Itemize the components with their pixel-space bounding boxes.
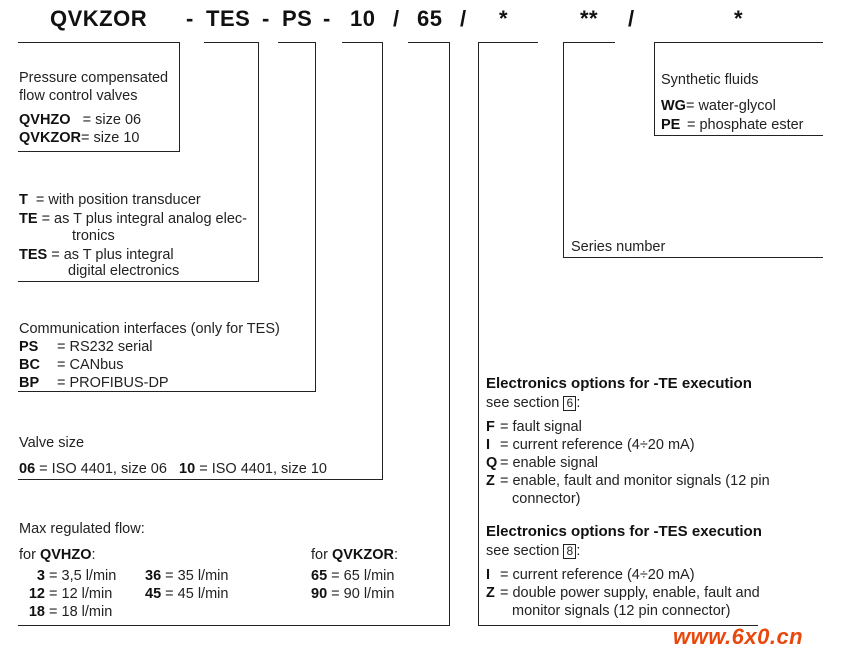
flow-code: 3: [36, 568, 45, 584]
exec-desc: = as T plus integral: [51, 247, 174, 263]
te-option-z-cont: connector): [512, 491, 581, 507]
iface-desc: = PROFIBUS-DP: [57, 375, 169, 391]
see-section-colon: :: [576, 395, 581, 411]
option-code: Z: [486, 473, 495, 489]
size-desc: = ISO 4401, size 06: [39, 461, 167, 477]
iface-line-right: [315, 42, 316, 392]
flow-code: 12: [28, 586, 45, 602]
flow-value: = 18 l/min: [49, 604, 113, 620]
flow-row: [145, 567, 228, 585]
size-title: Valve size: [19, 435, 85, 451]
flow-row: [145, 585, 228, 603]
iface-line-top: [278, 42, 316, 43]
options-line-left: [478, 42, 479, 626]
fluid-line-bottom: [654, 135, 823, 136]
fluid-title: Synthetic fluids: [661, 72, 759, 88]
exec-line-top: [204, 42, 259, 43]
code-interface: PS: [282, 6, 313, 31]
code-size: 10: [350, 6, 376, 31]
flow-code: 45: [145, 586, 162, 602]
flow-row: [19, 567, 116, 585]
iface-code: PS: [19, 339, 39, 355]
size-line-right: [382, 42, 383, 480]
iface-title: Communication interfaces (only for TES): [19, 321, 280, 337]
watermark: www.6x0.cn: [673, 624, 804, 649]
option-code: F: [486, 419, 495, 435]
exec-desc: = with position transducer: [35, 192, 201, 208]
iface-desc: = RS232 serial: [57, 339, 153, 355]
see-section-colon: :: [576, 543, 581, 559]
flow-row: [19, 585, 112, 603]
options-line-top: [478, 42, 538, 43]
flow-value: = 90 l/min: [331, 586, 395, 602]
exec-code: T: [19, 192, 28, 208]
iface-item-bp: [19, 374, 169, 392]
tes-option-z-cont: monitor signals (12 pin connector): [512, 603, 731, 619]
iface-code: BC: [19, 357, 40, 373]
fluid-desc: = phosphate ester: [687, 117, 804, 133]
exec-item-te: [19, 210, 247, 228]
fluid-code: PE: [661, 117, 681, 133]
exec-item-tes-cont: digital electronics: [68, 263, 180, 279]
fluid-desc: = water-glycol: [685, 98, 776, 114]
code-fluid: *: [734, 6, 744, 31]
code-series: **: [580, 6, 599, 31]
iface-desc: = CANbus: [57, 357, 124, 373]
flow-row: [311, 585, 394, 603]
fluid-item-wg: [661, 97, 776, 115]
series-number-label: Series number: [571, 239, 666, 255]
flow-value: = 45 l/min: [165, 586, 229, 602]
option-desc: = enable, fault and monitor signals (12 pin: [500, 473, 770, 489]
size-desc: = ISO 4401, size 10: [199, 461, 327, 477]
flow-line-bottom: [18, 625, 450, 626]
model-code: QVKZOR: [19, 130, 82, 146]
flow-line-right: [449, 42, 450, 626]
te-options-title: Electronics options for -TE execution: [486, 375, 752, 392]
size-code: 10: [179, 461, 196, 477]
option-code: Q: [486, 455, 498, 471]
option-desc: = current reference (4÷20 mA): [500, 437, 695, 453]
code-options: *: [499, 6, 509, 31]
iface-item-ps: [19, 338, 153, 356]
option-desc: = current reference (4÷20 mA): [500, 567, 695, 583]
flow-value: = 3,5 l/min: [49, 568, 117, 584]
flow-qvkzor-label: [311, 546, 398, 564]
tes-options-title: Electronics options for -TES execution: [486, 523, 762, 540]
section-ref: 6: [563, 396, 576, 411]
size-code: 06: [19, 461, 36, 477]
flow-code: 36: [145, 568, 162, 584]
iface-code: BP: [19, 375, 40, 391]
flow-colon: :: [393, 547, 399, 563]
code-dash-3: -: [323, 6, 331, 31]
fluid-code: WG: [661, 98, 686, 114]
size-items: [19, 460, 327, 478]
exec-code: TE: [19, 211, 38, 227]
tes-option-i: [486, 566, 695, 584]
code-model: QVKZOR: [50, 6, 148, 31]
model-box-right: [179, 42, 180, 152]
flow-line-top: [408, 42, 450, 43]
code-slash-3: /: [628, 6, 635, 31]
section-ref: 8: [563, 544, 576, 559]
iface-item-bc: [19, 356, 124, 374]
fluid-line-top: [654, 42, 823, 43]
see-section-text: see section: [486, 543, 560, 559]
option-code: I: [486, 437, 491, 453]
option-desc: = fault signal: [500, 419, 582, 435]
code-slash-1: /: [393, 6, 400, 31]
exec-desc: = as T plus integral analog elec-: [41, 211, 247, 227]
see-section-text: see section: [486, 395, 560, 411]
flow-title: Max regulated flow:: [19, 521, 145, 537]
flow-value: = 65 l/min: [331, 568, 395, 584]
model-item-qvhzo: [19, 111, 141, 129]
flow-code: 90: [311, 586, 328, 602]
option-desc: = enable signal: [500, 455, 598, 471]
fluid-line-left: [654, 42, 655, 136]
model-desc: = size 10: [81, 130, 140, 146]
exec-line-bottom: [18, 281, 259, 282]
flow-value: = 12 l/min: [49, 586, 113, 602]
te-option-f: [486, 418, 582, 436]
te-option-z: [486, 472, 770, 490]
exec-item-t: [19, 191, 201, 209]
tes-options-see: [486, 542, 580, 560]
flow-code: 18: [28, 604, 45, 620]
code-flow: 65: [417, 6, 443, 31]
option-code: I: [486, 567, 491, 583]
size-line-bottom: [18, 479, 383, 480]
te-options-see: [486, 394, 580, 412]
flow-model: QVKZOR: [331, 547, 394, 563]
model-desc: = size 06: [82, 112, 142, 128]
flow-model: QVHZO: [39, 547, 92, 563]
flow-value: = 35 l/min: [165, 568, 229, 584]
exec-item-te-cont: tronics: [72, 228, 115, 244]
te-option-q: [486, 454, 598, 472]
model-code: QVHZO: [19, 112, 71, 128]
code-dash-1: -: [186, 6, 194, 31]
flow-for: for: [311, 547, 328, 563]
code-dash-2: -: [262, 6, 270, 31]
model-title-1: Pressure compensated: [19, 70, 169, 86]
model-item-qvkzor: [19, 129, 139, 147]
flow-for: for: [19, 547, 36, 563]
code-slash-2: /: [460, 6, 467, 31]
size-line-top: [342, 42, 383, 43]
model-box-bottom: [18, 151, 180, 152]
series-line-top: [563, 42, 615, 43]
series-line-left: [563, 42, 564, 258]
flow-colon: :: [91, 547, 96, 563]
model-box-top: [18, 42, 180, 43]
option-desc: = double power supply, enable, fault and: [500, 585, 760, 601]
code-execution: TES: [206, 6, 251, 31]
fluid-item-pe: [661, 116, 804, 134]
option-code: Z: [486, 585, 495, 601]
series-line-bottom: [563, 257, 823, 258]
exec-code: TES: [19, 247, 48, 263]
te-option-i: [486, 436, 695, 454]
flow-row: [19, 603, 112, 621]
exec-line-right: [258, 42, 259, 282]
flow-code: 65: [311, 568, 328, 584]
flow-row: [311, 567, 394, 585]
flow-qvhzo-label: [19, 546, 96, 564]
model-title-2: flow control valves: [19, 88, 138, 104]
tes-option-z: [486, 584, 760, 602]
